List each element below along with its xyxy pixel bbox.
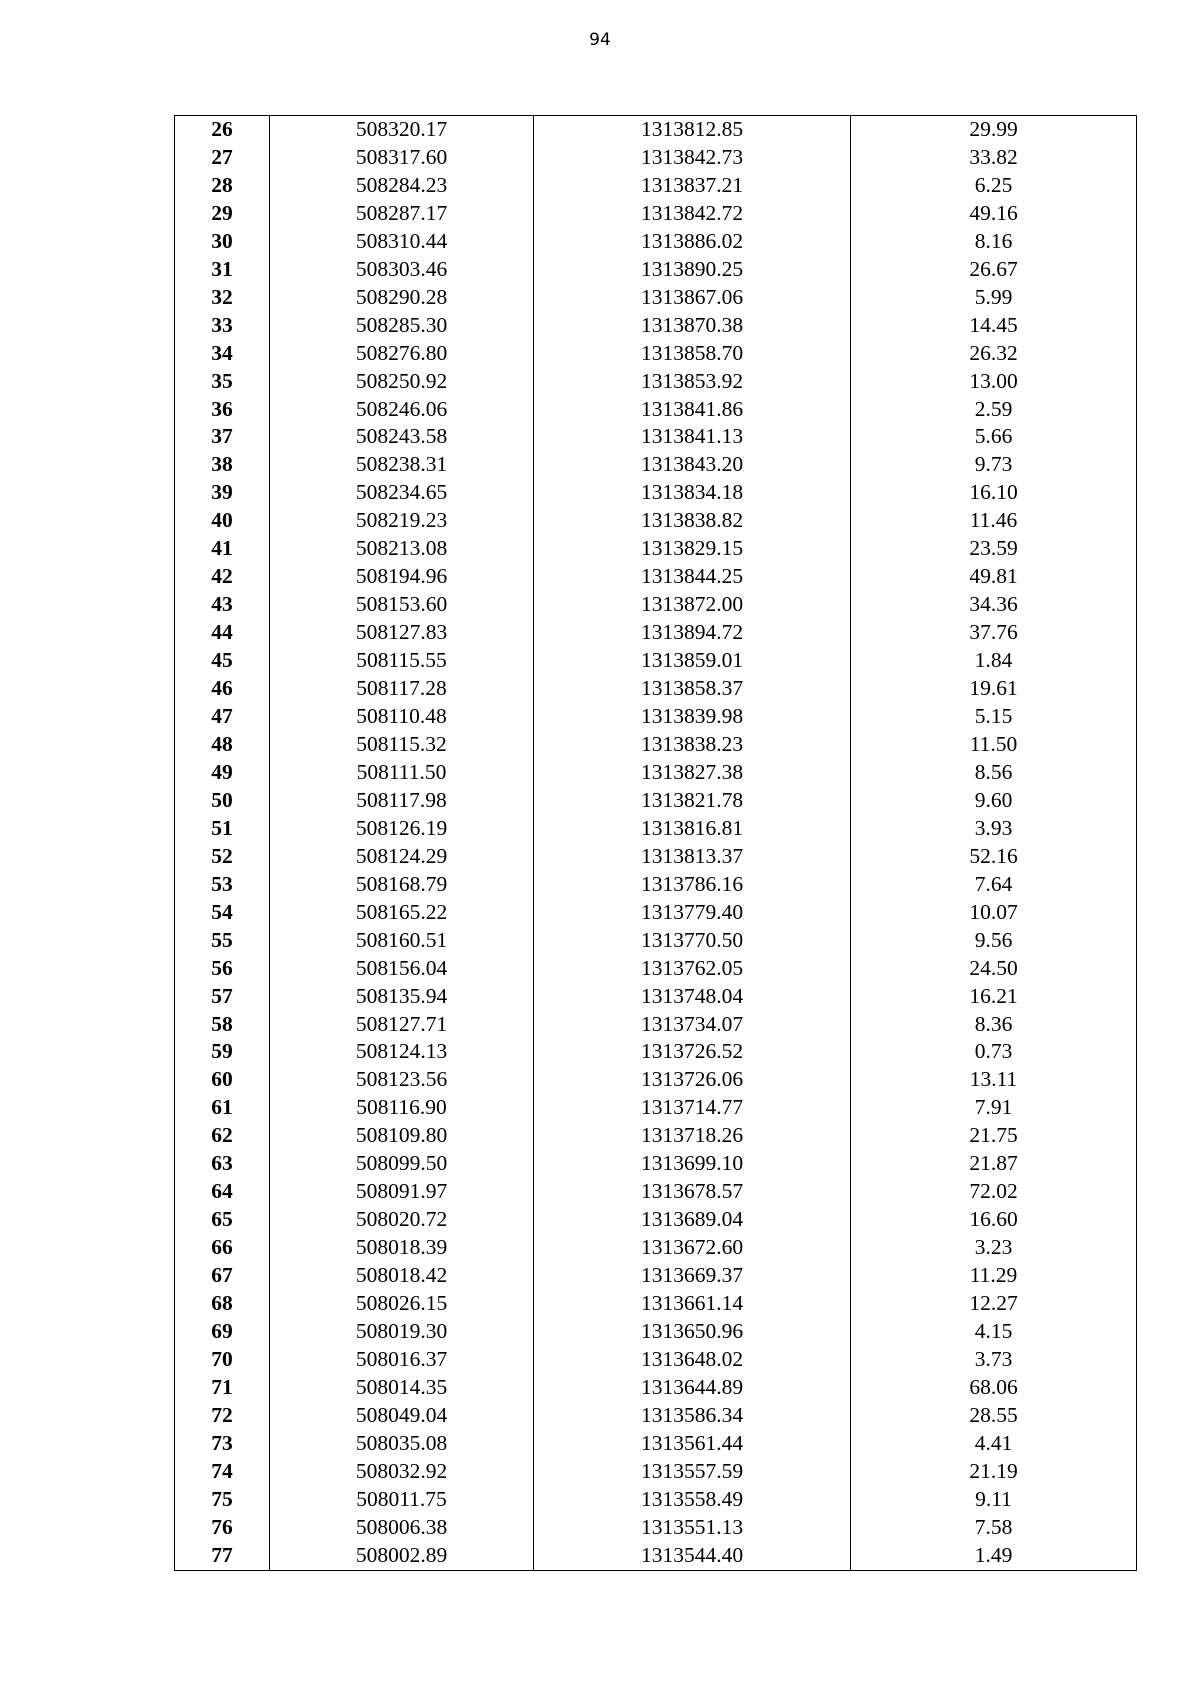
table-row (175, 1011, 1137, 1039)
x-coordinate-cell: 508011.75 (270, 1486, 534, 1514)
point-number-cell: 62 (175, 1122, 270, 1150)
table-row (175, 927, 1137, 955)
y-coordinate-cell: 1313558.49 (534, 1486, 851, 1514)
point-number-cell: 39 (175, 479, 270, 507)
y-coordinate-cell: 1313867.06 (534, 284, 851, 312)
point-number-cell: 43 (175, 591, 270, 619)
y-coordinate-cell: 1313834.18 (534, 479, 851, 507)
y-coordinate-cell: 1313827.38 (534, 759, 851, 787)
x-coordinate-cell: 508002.89 (270, 1542, 534, 1570)
x-coordinate-cell: 508127.83 (270, 619, 534, 647)
y-coordinate-cell: 1313813.37 (534, 843, 851, 871)
point-number-cell: 72 (175, 1402, 270, 1430)
y-coordinate-cell: 1313699.10 (534, 1150, 851, 1178)
distance-cell: 1.49 (851, 1542, 1137, 1570)
distance-cell: 12.27 (851, 1290, 1137, 1318)
table-row (175, 200, 1137, 228)
y-coordinate-cell: 1313678.57 (534, 1178, 851, 1206)
x-coordinate-cell: 508035.08 (270, 1430, 534, 1458)
y-coordinate-cell: 1313544.40 (534, 1542, 851, 1570)
y-coordinate-cell: 1313839.98 (534, 703, 851, 731)
point-number-cell: 41 (175, 535, 270, 563)
distance-cell: 9.60 (851, 787, 1137, 815)
point-number-cell: 31 (175, 256, 270, 284)
point-number-cell: 67 (175, 1262, 270, 1290)
distance-cell: 10.07 (851, 899, 1137, 927)
x-coordinate-cell: 508165.22 (270, 899, 534, 927)
table-row (175, 787, 1137, 815)
x-coordinate-cell: 508303.46 (270, 256, 534, 284)
distance-cell: 9.73 (851, 451, 1137, 479)
y-coordinate-cell: 1313661.14 (534, 1290, 851, 1318)
x-coordinate-cell: 508317.60 (270, 144, 534, 172)
point-number-cell: 48 (175, 731, 270, 759)
y-coordinate-cell: 1313812.85 (534, 116, 851, 144)
y-coordinate-cell: 1313786.16 (534, 871, 851, 899)
table-row (175, 675, 1137, 703)
y-coordinate-cell: 1313770.50 (534, 927, 851, 955)
point-number-cell: 42 (175, 563, 270, 591)
x-coordinate-cell: 508124.13 (270, 1038, 534, 1066)
table-row (175, 591, 1137, 619)
y-coordinate-cell: 1313561.44 (534, 1430, 851, 1458)
table-row (175, 1290, 1137, 1318)
point-number-cell: 47 (175, 703, 270, 731)
table-row (175, 1122, 1137, 1150)
x-coordinate-cell: 508032.92 (270, 1458, 534, 1486)
y-coordinate-cell: 1313894.72 (534, 619, 851, 647)
table-row (175, 284, 1137, 312)
y-coordinate-cell: 1313644.89 (534, 1374, 851, 1402)
table-row (175, 1066, 1137, 1094)
y-coordinate-cell: 1313841.86 (534, 396, 851, 424)
point-number-cell: 49 (175, 759, 270, 787)
distance-cell: 8.36 (851, 1011, 1137, 1039)
distance-cell: 37.76 (851, 619, 1137, 647)
point-number-cell: 29 (175, 200, 270, 228)
distance-cell: 34.36 (851, 591, 1137, 619)
distance-cell: 21.87 (851, 1150, 1137, 1178)
table-row (175, 1094, 1137, 1122)
y-coordinate-cell: 1313689.04 (534, 1206, 851, 1234)
distance-cell: 72.02 (851, 1178, 1137, 1206)
distance-cell: 4.41 (851, 1430, 1137, 1458)
table-row (175, 1402, 1137, 1430)
y-coordinate-cell: 1313829.15 (534, 535, 851, 563)
x-coordinate-cell: 508110.48 (270, 703, 534, 731)
table-row (175, 983, 1137, 1011)
table-row (175, 731, 1137, 759)
x-coordinate-cell: 508287.17 (270, 200, 534, 228)
table-row (175, 340, 1137, 368)
distance-cell: 8.16 (851, 228, 1137, 256)
table-row (175, 144, 1137, 172)
x-coordinate-cell: 508014.35 (270, 1374, 534, 1402)
point-number-cell: 35 (175, 368, 270, 396)
x-coordinate-cell: 508219.23 (270, 507, 534, 535)
table-row (175, 815, 1137, 843)
y-coordinate-cell: 1313859.01 (534, 647, 851, 675)
distance-cell: 6.25 (851, 172, 1137, 200)
x-coordinate-cell: 508127.71 (270, 1011, 534, 1039)
point-number-cell: 73 (175, 1430, 270, 1458)
point-number-cell: 30 (175, 228, 270, 256)
y-coordinate-cell: 1313872.00 (534, 591, 851, 619)
table-row (175, 1178, 1137, 1206)
point-number-cell: 26 (175, 116, 270, 144)
distance-cell: 2.59 (851, 396, 1137, 424)
point-number-cell: 37 (175, 423, 270, 451)
distance-cell: 9.56 (851, 927, 1137, 955)
y-coordinate-cell: 1313853.92 (534, 368, 851, 396)
distance-cell: 11.46 (851, 507, 1137, 535)
distance-cell: 33.82 (851, 144, 1137, 172)
point-number-cell: 32 (175, 284, 270, 312)
distance-cell: 13.00 (851, 368, 1137, 396)
point-number-cell: 36 (175, 396, 270, 424)
point-number-cell: 54 (175, 899, 270, 927)
y-coordinate-cell: 1313842.73 (534, 144, 851, 172)
point-number-cell: 38 (175, 451, 270, 479)
point-number-cell: 57 (175, 983, 270, 1011)
point-number-cell: 60 (175, 1066, 270, 1094)
x-coordinate-cell: 508213.08 (270, 535, 534, 563)
point-number-cell: 76 (175, 1514, 270, 1542)
x-coordinate-cell: 508018.42 (270, 1262, 534, 1290)
y-coordinate-cell: 1313748.04 (534, 983, 851, 1011)
table-row (175, 228, 1137, 256)
point-number-cell: 75 (175, 1486, 270, 1514)
y-coordinate-cell: 1313816.81 (534, 815, 851, 843)
point-number-cell: 66 (175, 1234, 270, 1262)
point-number-cell: 64 (175, 1178, 270, 1206)
distance-cell: 7.64 (851, 871, 1137, 899)
table-row (175, 479, 1137, 507)
table-row (175, 563, 1137, 591)
distance-cell: 4.15 (851, 1318, 1137, 1346)
table-row (175, 1514, 1137, 1542)
distance-cell: 5.15 (851, 703, 1137, 731)
point-number-cell: 69 (175, 1318, 270, 1346)
x-coordinate-cell: 508115.55 (270, 647, 534, 675)
x-coordinate-cell: 508250.92 (270, 368, 534, 396)
coordinates-table-body (175, 116, 1137, 1571)
x-coordinate-cell: 508099.50 (270, 1150, 534, 1178)
x-coordinate-cell: 508285.30 (270, 312, 534, 340)
x-coordinate-cell: 508310.44 (270, 228, 534, 256)
x-coordinate-cell: 508290.28 (270, 284, 534, 312)
table-row (175, 1486, 1137, 1514)
y-coordinate-cell: 1313669.37 (534, 1262, 851, 1290)
table-row (175, 423, 1137, 451)
table-row (175, 312, 1137, 340)
point-number-cell: 46 (175, 675, 270, 703)
y-coordinate-cell: 1313648.02 (534, 1346, 851, 1374)
x-coordinate-cell: 508020.72 (270, 1206, 534, 1234)
x-coordinate-cell: 508006.38 (270, 1514, 534, 1542)
distance-cell: 26.67 (851, 256, 1137, 284)
x-coordinate-cell: 508194.96 (270, 563, 534, 591)
x-coordinate-cell: 508109.80 (270, 1122, 534, 1150)
distance-cell: 5.66 (851, 423, 1137, 451)
point-number-cell: 63 (175, 1150, 270, 1178)
distance-cell: 8.56 (851, 759, 1137, 787)
distance-cell: 21.19 (851, 1458, 1137, 1486)
distance-cell: 49.16 (851, 200, 1137, 228)
point-number-cell: 40 (175, 507, 270, 535)
y-coordinate-cell: 1313838.23 (534, 731, 851, 759)
table-row (175, 955, 1137, 983)
table-row (175, 368, 1137, 396)
point-number-cell: 27 (175, 144, 270, 172)
distance-cell: 9.11 (851, 1486, 1137, 1514)
x-coordinate-cell: 508243.58 (270, 423, 534, 451)
point-number-cell: 61 (175, 1094, 270, 1122)
distance-cell: 3.93 (851, 815, 1137, 843)
point-number-cell: 50 (175, 787, 270, 815)
table-row (175, 619, 1137, 647)
y-coordinate-cell: 1313714.77 (534, 1094, 851, 1122)
x-coordinate-cell: 508111.50 (270, 759, 534, 787)
y-coordinate-cell: 1313838.82 (534, 507, 851, 535)
y-coordinate-cell: 1313551.13 (534, 1514, 851, 1542)
point-number-cell: 58 (175, 1011, 270, 1039)
point-number-cell: 45 (175, 647, 270, 675)
distance-cell: 13.11 (851, 1066, 1137, 1094)
point-number-cell: 52 (175, 843, 270, 871)
y-coordinate-cell: 1313734.07 (534, 1011, 851, 1039)
x-coordinate-cell: 508276.80 (270, 340, 534, 368)
table-row (175, 871, 1137, 899)
y-coordinate-cell: 1313844.25 (534, 563, 851, 591)
distance-cell: 7.91 (851, 1094, 1137, 1122)
x-coordinate-cell: 508091.97 (270, 1178, 534, 1206)
distance-cell: 14.45 (851, 312, 1137, 340)
point-number-cell: 71 (175, 1374, 270, 1402)
point-number-cell: 59 (175, 1038, 270, 1066)
distance-cell: 26.32 (851, 340, 1137, 368)
x-coordinate-cell: 508156.04 (270, 955, 534, 983)
x-coordinate-cell: 508117.98 (270, 787, 534, 815)
y-coordinate-cell: 1313779.40 (534, 899, 851, 927)
table-row (175, 1206, 1137, 1234)
y-coordinate-cell: 1313726.52 (534, 1038, 851, 1066)
point-number-cell: 70 (175, 1346, 270, 1374)
y-coordinate-cell: 1313842.72 (534, 200, 851, 228)
distance-cell: 23.59 (851, 535, 1137, 563)
point-number-cell: 44 (175, 619, 270, 647)
distance-cell: 16.10 (851, 479, 1137, 507)
table-row (175, 535, 1137, 563)
x-coordinate-cell: 508026.15 (270, 1290, 534, 1318)
point-number-cell: 68 (175, 1290, 270, 1318)
table-row (175, 451, 1137, 479)
point-number-cell: 65 (175, 1206, 270, 1234)
point-number-cell: 33 (175, 312, 270, 340)
table-row (175, 1458, 1137, 1486)
x-coordinate-cell: 508234.65 (270, 479, 534, 507)
table-row (175, 116, 1137, 144)
point-number-cell: 77 (175, 1542, 270, 1570)
y-coordinate-cell: 1313762.05 (534, 955, 851, 983)
distance-cell: 1.84 (851, 647, 1137, 675)
distance-cell: 16.21 (851, 983, 1137, 1011)
table-row (175, 1346, 1137, 1374)
table-row (175, 1430, 1137, 1458)
point-number-cell: 34 (175, 340, 270, 368)
distance-cell: 11.29 (851, 1262, 1137, 1290)
x-coordinate-cell: 508320.17 (270, 116, 534, 144)
y-coordinate-cell: 1313843.20 (534, 451, 851, 479)
x-coordinate-cell: 508153.60 (270, 591, 534, 619)
distance-cell: 28.55 (851, 1402, 1137, 1430)
table-row (175, 1318, 1137, 1346)
point-number-cell: 56 (175, 955, 270, 983)
table-row (175, 1234, 1137, 1262)
x-coordinate-cell: 508168.79 (270, 871, 534, 899)
y-coordinate-cell: 1313841.13 (534, 423, 851, 451)
y-coordinate-cell: 1313672.60 (534, 1234, 851, 1262)
table-row (175, 1262, 1137, 1290)
x-coordinate-cell: 508124.29 (270, 843, 534, 871)
table-row (175, 1374, 1137, 1402)
y-coordinate-cell: 1313858.70 (534, 340, 851, 368)
x-coordinate-cell: 508246.06 (270, 396, 534, 424)
table-row (175, 172, 1137, 200)
y-coordinate-cell: 1313870.38 (534, 312, 851, 340)
table-row (175, 703, 1137, 731)
table-row (175, 843, 1137, 871)
table-row (175, 1542, 1137, 1570)
x-coordinate-cell: 508117.28 (270, 675, 534, 703)
x-coordinate-cell: 508135.94 (270, 983, 534, 1011)
point-number-cell: 53 (175, 871, 270, 899)
y-coordinate-cell: 1313821.78 (534, 787, 851, 815)
y-coordinate-cell: 1313890.25 (534, 256, 851, 284)
distance-cell: 19.61 (851, 675, 1137, 703)
x-coordinate-cell: 508160.51 (270, 927, 534, 955)
y-coordinate-cell: 1313650.96 (534, 1318, 851, 1346)
point-number-cell: 55 (175, 927, 270, 955)
table-row (175, 507, 1137, 535)
table-row (175, 759, 1137, 787)
page-number: 94 (589, 30, 611, 50)
y-coordinate-cell: 1313886.02 (534, 228, 851, 256)
table-row (175, 1038, 1137, 1066)
x-coordinate-cell: 508238.31 (270, 451, 534, 479)
distance-cell: 68.06 (851, 1374, 1137, 1402)
point-number-cell: 51 (175, 815, 270, 843)
distance-cell: 21.75 (851, 1122, 1137, 1150)
distance-cell: 7.58 (851, 1514, 1137, 1542)
table-row (175, 396, 1137, 424)
distance-cell: 49.81 (851, 563, 1137, 591)
y-coordinate-cell: 1313718.26 (534, 1122, 851, 1150)
distance-cell: 3.23 (851, 1234, 1137, 1262)
table-row (175, 899, 1137, 927)
x-coordinate-cell: 508018.39 (270, 1234, 534, 1262)
x-coordinate-cell: 508123.56 (270, 1066, 534, 1094)
x-coordinate-cell: 508115.32 (270, 731, 534, 759)
table-row (175, 256, 1137, 284)
table-row (175, 647, 1137, 675)
y-coordinate-cell: 1313557.59 (534, 1458, 851, 1486)
coordinates-table (174, 115, 1137, 1571)
x-coordinate-cell: 508016.37 (270, 1346, 534, 1374)
x-coordinate-cell: 508126.19 (270, 815, 534, 843)
distance-cell: 3.73 (851, 1346, 1137, 1374)
point-number-cell: 74 (175, 1458, 270, 1486)
y-coordinate-cell: 1313726.06 (534, 1066, 851, 1094)
table-row (175, 1150, 1137, 1178)
y-coordinate-cell: 1313858.37 (534, 675, 851, 703)
y-coordinate-cell: 1313837.21 (534, 172, 851, 200)
point-number-cell: 28 (175, 172, 270, 200)
distance-cell: 52.16 (851, 843, 1137, 871)
x-coordinate-cell: 508049.04 (270, 1402, 534, 1430)
distance-cell: 24.50 (851, 955, 1137, 983)
distance-cell: 5.99 (851, 284, 1137, 312)
distance-cell: 0.73 (851, 1038, 1137, 1066)
y-coordinate-cell: 1313586.34 (534, 1402, 851, 1430)
x-coordinate-cell: 508116.90 (270, 1094, 534, 1122)
distance-cell: 16.60 (851, 1206, 1137, 1234)
x-coordinate-cell: 508284.23 (270, 172, 534, 200)
distance-cell: 29.99 (851, 116, 1137, 144)
distance-cell: 11.50 (851, 731, 1137, 759)
x-coordinate-cell: 508019.30 (270, 1318, 534, 1346)
